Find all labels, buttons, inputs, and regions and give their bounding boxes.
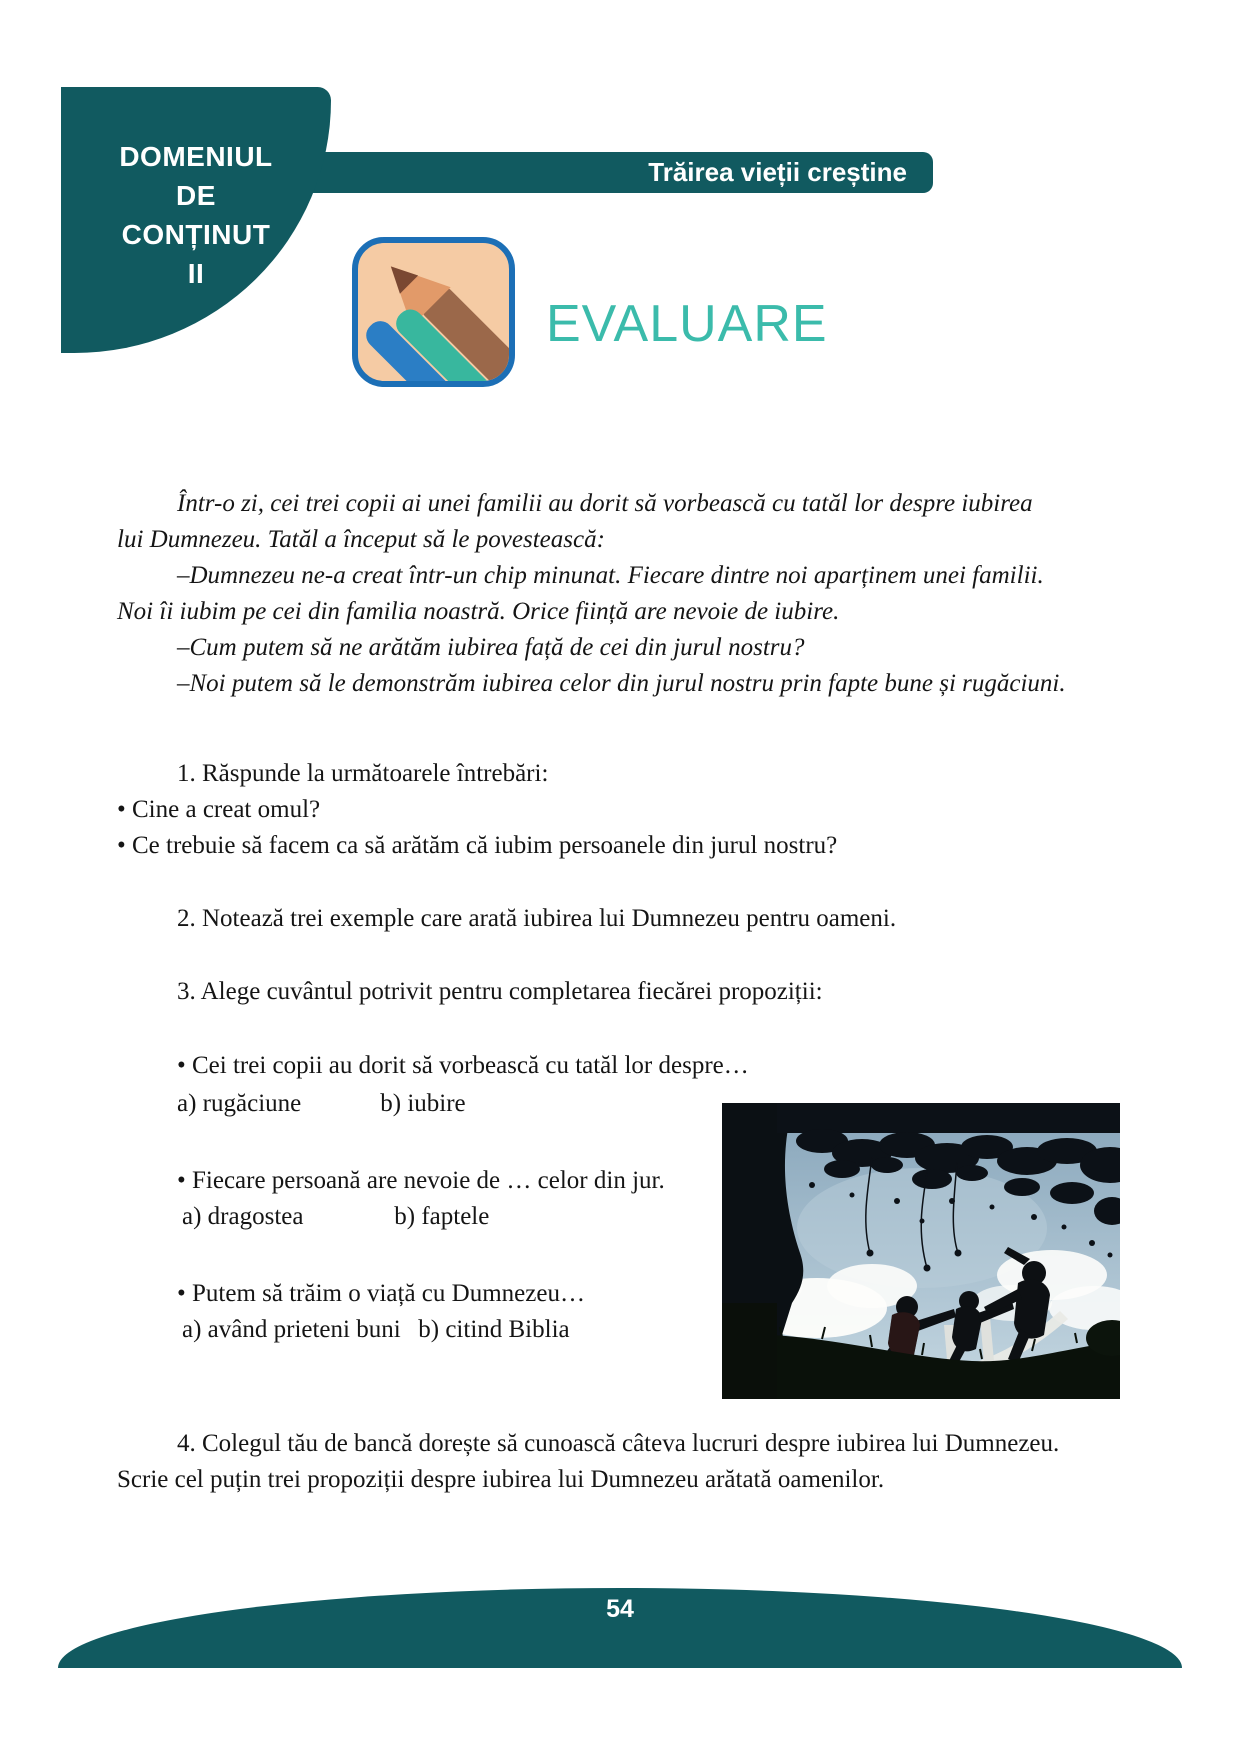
option-b: b) iubire xyxy=(380,1090,466,1117)
domain-box-line: DE xyxy=(176,180,216,211)
question-3-item-prompt: • Cei trei copii au dorit să vorbească cu tatăl lor despre… xyxy=(177,1052,749,1079)
question-4-continued: Scrie cel puțin trei propoziții despre iubirea lui Dumnezeu arătată oamenilor. xyxy=(117,1466,885,1493)
question-3-item-prompt: • Putem să trăim o viață cu Dumnezeu… xyxy=(177,1280,585,1307)
story-line: Noi îi iubim pe cei din familia noastră. Orice ființă are nevoie de iubire. xyxy=(117,598,840,625)
pencil-icon-art xyxy=(358,243,509,381)
pencil-icon xyxy=(352,237,515,387)
question-1: 1. Răspunde la următoarele întrebări: xyxy=(177,760,549,787)
option-b: b) faptele xyxy=(394,1203,490,1230)
chapter-banner xyxy=(285,152,933,193)
domain-box xyxy=(61,87,331,353)
question-2: 2. Notează trei exemple care arată iubirea lui Dumnezeu pentru oameni. xyxy=(177,905,897,932)
question-1-bullet: • Ce trebuie să facem ca să arătăm că iubim persoanele din jurul nostru? xyxy=(117,832,838,859)
question-4: 4. Colegul tău de bancă dorește să cunoască câteva lucruri despre iubirea lui Dumnezeu. xyxy=(177,1430,1060,1457)
footer-dome xyxy=(58,1588,1182,1668)
question-3-item-prompt: • Fiecare persoană are nevoie de … celor din jur. xyxy=(177,1167,665,1194)
option-a: a) dragostea xyxy=(182,1203,304,1230)
story-line: –Cum putem să ne arătăm iubirea față de cei din jurul nostru? xyxy=(177,634,805,661)
domain-box-line: DOMENIUL xyxy=(119,141,273,172)
page-number: 54 xyxy=(606,1595,634,1623)
option-a: a) având prieteni buni xyxy=(182,1316,401,1343)
children-seesaw-photo xyxy=(722,1103,1120,1399)
section-title: EVALUARE xyxy=(546,295,828,353)
story-line: Într-o zi, cei trei copii ai unei familii au dorit să vorbească cu tatăl lor despre iubirea xyxy=(177,490,1033,517)
domain-box-line: II xyxy=(187,258,205,289)
question-3: 3. Alege cuvântul potrivit pentru completarea fiecărei propoziții: xyxy=(177,978,823,1005)
option-a: a) rugăciune xyxy=(177,1090,302,1117)
option-b: b) citind Biblia xyxy=(418,1316,570,1343)
children-seesaw-photo-art xyxy=(722,1103,1120,1399)
story-line: –Noi putem să le demonstrăm iubirea celor din jurul nostru prin fapte bune și rugăciuni. xyxy=(177,670,1066,697)
story-line: –Dumnezeu ne-a creat într-un chip minunat. Fiecare dintre noi aparținem unei familii. xyxy=(177,562,1044,589)
question-1-bullet: • Cine a creat omul? xyxy=(117,796,321,823)
chapter-banner-title: Trăirea vieții creștine xyxy=(648,157,907,187)
domain-box-line: CONȚINUT xyxy=(121,219,271,250)
story-line: lui Dumnezeu. Tatăl a început să le povestească: xyxy=(117,526,605,553)
